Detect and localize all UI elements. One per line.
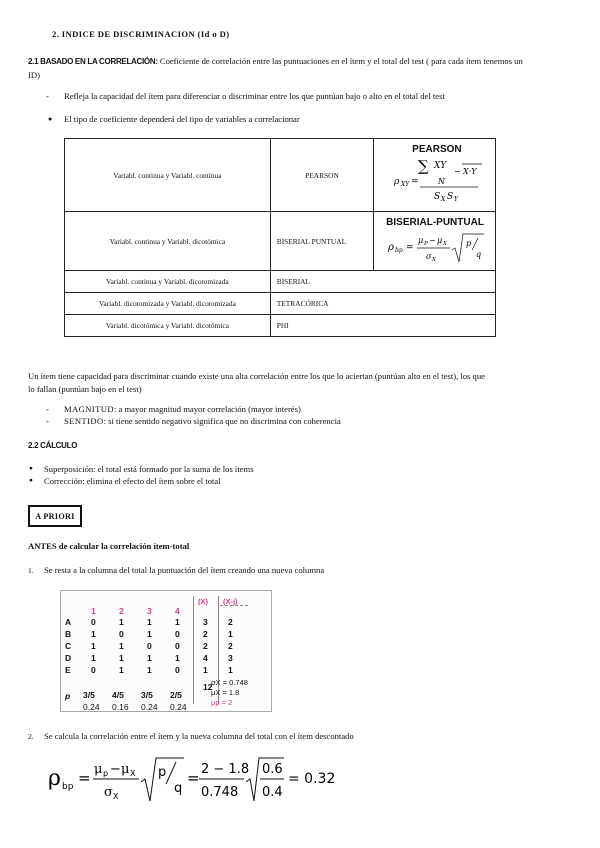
coefficient-table: [64, 138, 496, 337]
p-value: 3/5: [141, 690, 153, 700]
biserial-formula-cell: [374, 212, 496, 271]
final-denominator-1: 0.748: [201, 785, 239, 800]
svg-text:ρ: ρ: [48, 766, 61, 791]
section-21-paragraph: [28, 55, 576, 81]
data-cell: 1: [203, 665, 208, 675]
data-cell: 4: [203, 653, 208, 663]
sentido-label: SENTIDO: [64, 416, 104, 426]
dash-marker: -: [46, 404, 49, 414]
data-cell: 1: [147, 665, 152, 675]
col-header: 3: [147, 606, 152, 616]
svg-text:=: =: [406, 243, 414, 253]
section-21-label: 2.1 BASADO EN LA CORRELACIÓN:: [28, 57, 158, 66]
svg-text:=: =: [187, 769, 200, 787]
final-result: = 0.32: [288, 771, 336, 787]
sum-total: 12: [203, 682, 213, 692]
coef-cell: PHI: [270, 315, 495, 337]
col-header: 2: [119, 606, 124, 616]
coef-cell: BISERIAL: [270, 271, 495, 293]
svg-text:q: q: [174, 781, 183, 796]
svg-text:bp: bp: [395, 247, 403, 254]
data-cell: 1: [91, 641, 96, 651]
data-cell: 0: [147, 641, 152, 651]
svg-text:∑: ∑: [418, 157, 429, 175]
pq-value: 0.24: [170, 702, 187, 712]
table-row: [65, 315, 496, 337]
row-id: D: [65, 653, 72, 663]
svg-text:Y: Y: [454, 196, 459, 203]
biserial-title: BISERIAL-PUNTUAL: [386, 217, 484, 228]
calc-item-2: [44, 476, 221, 486]
pearson-equation-svg: [374, 155, 504, 207]
svg-text:X: X: [443, 241, 448, 247]
data-cell: 0: [175, 641, 180, 651]
sigma-stat: σX = 0.748: [211, 678, 248, 687]
data-cell: 2: [228, 617, 233, 627]
calc-item-2-text: : elimina el efecto del ítem sobre el total: [82, 476, 221, 486]
svg-text:−: −: [429, 236, 436, 245]
data-cell: 1: [147, 617, 152, 627]
vars-cell: Variabl. dicotomizada y Variabl. dicotomizada: [65, 293, 271, 315]
dash-marker: -: [46, 91, 49, 101]
svg-text:p: p: [466, 239, 472, 248]
table-row: [65, 293, 496, 315]
svg-text:−: −: [454, 167, 461, 176]
main-heading: 2. INDICE DE DISCRIMINACION (Id o D): [52, 29, 230, 39]
bullet-dot: ●: [48, 115, 53, 123]
section-22-heading: [28, 440, 77, 450]
svg-text:X: X: [432, 257, 437, 263]
data-cell: 2: [203, 641, 208, 651]
pq-value: 0.16: [112, 702, 129, 712]
svg-text:=: =: [411, 177, 419, 187]
dash-item-1: Refleja la capacidad del ítem para diferenciar o discriminar entre los que puntúan bajo o alto en el total del test: [64, 91, 445, 101]
pearson-title: PEARSON: [412, 144, 462, 155]
calc-item-1: [44, 464, 254, 474]
p-value: 4/5: [112, 690, 124, 700]
coef-cell: PEARSON: [270, 139, 373, 212]
data-cell: 1: [119, 641, 124, 651]
bullet-dot: ●: [29, 477, 33, 484]
data-cell: 2: [203, 629, 208, 639]
vars-cell: Variabl. continua y Variabl. dicotómica: [65, 212, 271, 271]
row-id: B: [65, 629, 72, 639]
svg-text:ρ: ρ: [388, 242, 395, 253]
pearson-formula-cell: [374, 139, 496, 212]
data-cell: 3: [228, 653, 233, 663]
magnitud-label: MAGNITUD: [64, 404, 114, 414]
antes-heading: ANTES de calcular la correlación ítem-total: [28, 541, 190, 551]
svg-text:−: −: [110, 762, 121, 777]
row-id: E: [65, 665, 71, 675]
svg-text:σ: σ: [104, 785, 113, 800]
col-header: 4: [175, 606, 180, 616]
discrimination-line-2: lo fallan (puntúan bajo en el test): [28, 383, 142, 394]
data-cell: 0: [175, 629, 180, 639]
bullet-item-1: El tipo de coeficiente dependerá del tipo de variables a correlacionar: [64, 114, 300, 124]
svg-text:X·Y: X·Y: [463, 167, 477, 176]
svg-text:p: p: [158, 765, 167, 780]
svg-text:=: =: [78, 769, 91, 787]
data-cell: 2: [228, 641, 233, 651]
data-cell: 1: [119, 665, 124, 675]
data-cell: 0: [91, 665, 96, 675]
svg-text:N: N: [438, 177, 446, 186]
p-label: p: [65, 691, 71, 701]
svg-text:P: P: [424, 241, 428, 247]
magnitud-text: : a mayor magnitud mayor correlación (mayor interés): [113, 404, 301, 414]
biserial-equation-svg: [374, 230, 504, 268]
divider: [220, 605, 248, 607]
discrimination-line-1: Un ítem tiene capacidad para discriminar cuando existe una alta correlación entre los que lo aciertan (puntúan alto en el test), los que: [28, 371, 485, 381]
step-2-text: Se calcula la correlación entre el ítem y la nueva columna del total con el ítem descontado: [44, 731, 354, 741]
step-1-text: Se resta a la columna del total la puntuación del ítem creando una nueva columna: [44, 565, 325, 575]
step-2-number: 2.: [28, 732, 34, 741]
vars-cell: Variabl. continua y Variabl. continua: [65, 139, 271, 212]
bullet-dot: ●: [29, 465, 33, 472]
step-1-number: 1.: [28, 566, 34, 575]
data-cell: 1: [175, 653, 180, 663]
mup-stat: μp = 2: [211, 698, 233, 707]
row-id: C: [65, 641, 72, 651]
data-cell: 3: [203, 617, 208, 627]
final-formula-svg: [44, 752, 344, 808]
p-value: 2/5: [170, 690, 182, 700]
col-header-total: (X): [198, 597, 208, 606]
svg-text:μ: μ: [418, 236, 424, 245]
section-21-text-1: Coeficiente de correlación entre las puntuaciones en el ítem y el total del test ( para cada ítem tenemos un: [157, 56, 523, 66]
final-denominator-2: 0.4: [262, 785, 283, 800]
svg-text:p: p: [103, 769, 109, 778]
col-header-corrected: (X-j): [223, 597, 238, 606]
svg-text:μ: μ: [94, 762, 103, 777]
data-cell: 1: [119, 653, 124, 663]
pq-value: 0.24: [141, 702, 158, 712]
sentido-item: [64, 416, 341, 426]
mux-stat: μX = 1.8: [211, 688, 240, 697]
final-numerator-2: 0.6: [262, 762, 283, 777]
svg-text:XY: XY: [434, 161, 447, 171]
svg-text:S: S: [447, 192, 454, 202]
data-cell: 1: [147, 629, 152, 639]
coef-cell: TETRACÓRICA: [270, 293, 495, 315]
data-cell: 1: [228, 665, 233, 675]
svg-text:S: S: [434, 192, 441, 202]
dash-marker: -: [46, 416, 49, 426]
p-value: 3/5: [83, 690, 95, 700]
data-cell: 0: [91, 617, 96, 627]
data-cell: 0: [175, 665, 180, 675]
coef-cell: BISERIAL PUNTUAL: [270, 212, 373, 271]
svg-text:q: q: [476, 250, 482, 259]
section-21-text-2: ID): [28, 69, 40, 80]
svg-text:μ: μ: [121, 762, 130, 777]
svg-text:ρ: ρ: [394, 177, 400, 187]
svg-text:X: X: [113, 792, 119, 801]
svg-text:X: X: [441, 196, 446, 203]
discrimination-paragraph: [28, 370, 576, 395]
svg-text:σ: σ: [426, 252, 432, 261]
col-header: 1: [91, 606, 96, 616]
magnitud-item: [64, 404, 301, 414]
divider: [193, 596, 194, 704]
table-row: [65, 212, 496, 271]
item-data-table: [60, 590, 272, 712]
calc-item-1-label: Superposición: [44, 464, 94, 474]
pq-value: 0.24: [83, 702, 100, 712]
row-id: A: [65, 617, 72, 627]
svg-text:XY: XY: [401, 181, 410, 188]
final-numerator-1: 2 − 1.8: [201, 762, 250, 777]
data-cell: 0: [119, 629, 124, 639]
table-row: [65, 139, 496, 212]
section-22-label: 2.2 CÁLCULO: [28, 441, 78, 450]
data-cell: 1: [91, 629, 96, 639]
biserial-formula: [374, 212, 495, 270]
pearson-formula: [374, 139, 495, 211]
calc-item-1-text: : el total está formado por la suma de los ítems: [93, 464, 254, 474]
data-cell: 1: [175, 617, 180, 627]
vars-cell: Variabl. dicotómica y Variabl. dicotómica: [65, 315, 271, 337]
apriori-box: A PRIORI: [28, 505, 82, 527]
table-row: [65, 271, 496, 293]
svg-text:μ: μ: [437, 236, 443, 245]
data-cell: 1: [147, 653, 152, 663]
vars-cell: Variabl. continua y Variabl. dicotomizada: [65, 271, 271, 293]
sentido-text: : si tiene sentido negativo significa que no discrimina con coherencia: [103, 416, 341, 426]
calc-item-2-label: Corrección: [44, 476, 83, 486]
svg-text:bp: bp: [62, 782, 74, 792]
svg-text:X: X: [130, 769, 136, 778]
data-cell: 1: [91, 653, 96, 663]
data-cell: 1: [119, 617, 124, 627]
data-cell: 1: [228, 629, 233, 639]
